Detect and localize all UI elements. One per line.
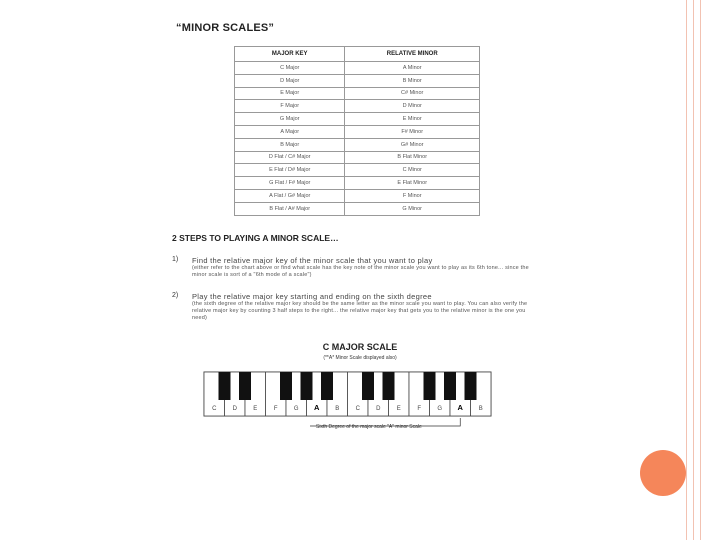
step-note: (the sixth degree of the relative major key should be the same letter as the minor scale you want to play. You can also verify the relative major key by counting 3 half steps to the right... the relative major key that gets you to the relative minor is the one you need) [192,301,528,321]
major-key-cell: B Major [235,138,345,151]
relative-minor-cell: B Flat Minor [345,151,480,164]
column-header-major-key: MAJOR KEY [235,47,345,62]
step-number: 1) [172,256,179,263]
major-key-cell: E Major [235,87,345,100]
key-label: F [417,406,422,412]
major-key-cell: A Major [235,125,345,138]
relative-minor-cell: G Minor [345,202,480,215]
key-label: E [253,406,258,412]
major-key-cell: B Flat / A# Major [235,202,345,215]
page-title: “MINOR SCALES” [176,22,275,34]
relative-minor-cell: A Minor [345,62,480,75]
keyboard-title: C MAJOR SCALE [322,342,398,352]
black-key [321,372,333,400]
relative-minor-cell: F# Minor [345,125,480,138]
major-key-cell: G Flat / F# Major [235,177,345,190]
key-label: D [376,406,381,412]
major-key-cell: D Flat / C# Major [235,151,345,164]
relative-minor-cell: E Minor [345,113,480,126]
black-key [301,372,313,400]
major-key-cell: G Major [235,113,345,126]
key-label: C [355,406,360,412]
steps-heading: 2 STEPS TO PLAYING A MINOR SCALE… [172,233,339,243]
relative-minor-cell: E Flat Minor [345,177,480,190]
major-key-cell: E Flat / D# Major [235,164,345,177]
column-header-relative-minor: RELATIVE MINOR [345,47,480,62]
key-label: F [273,406,278,412]
relative-minor-cell: G# Minor [345,138,480,151]
sixth-degree-caption: Sixth Degree of the major scale "A" minor Scale [316,424,422,430]
major-key-cell: A Flat / G# Major [235,189,345,202]
relative-minor-cell: F Minor [345,189,480,202]
key-label: D [232,406,237,412]
major-key-cell: F Major [235,100,345,113]
key-label: G [293,406,299,412]
black-key [444,372,456,400]
step-number: 2) [172,292,179,299]
relative-minor-cell: C Minor [345,164,480,177]
keyboard-subtitle: (**A* Minor Scale displayed also) [323,355,397,361]
key-label: B [335,406,340,412]
step-instruction: Play the relative major key starting and ending on the sixth degree [192,292,432,301]
relative-minor-cell: D Minor [345,100,480,113]
key-label: C [212,406,217,412]
step-instruction: Find the relative major key of the minor scale that you want to play [192,256,433,265]
relative-minor-cell: C# Minor [345,87,480,100]
black-key [465,372,477,400]
black-key [383,372,395,400]
key-label-highlighted: A [457,403,463,412]
key-label: E [396,406,401,412]
relative-minor-cell: B Minor [345,74,480,87]
key-label-highlighted: A [314,403,320,412]
black-key [362,372,374,400]
major-key-cell: C Major [235,62,345,75]
key-label: B [478,406,483,412]
step-note: (either refer to the chart above or find what scale has the key note of the minor scale you want to play as its 6th tone... since the minor scale is sort of a "6th mode of a scale") [192,265,529,278]
black-key [424,372,436,400]
major-key-cell: D Major [235,74,345,87]
black-key [219,372,231,400]
key-label: G [437,406,443,412]
black-key [280,372,292,400]
black-key [239,372,251,400]
